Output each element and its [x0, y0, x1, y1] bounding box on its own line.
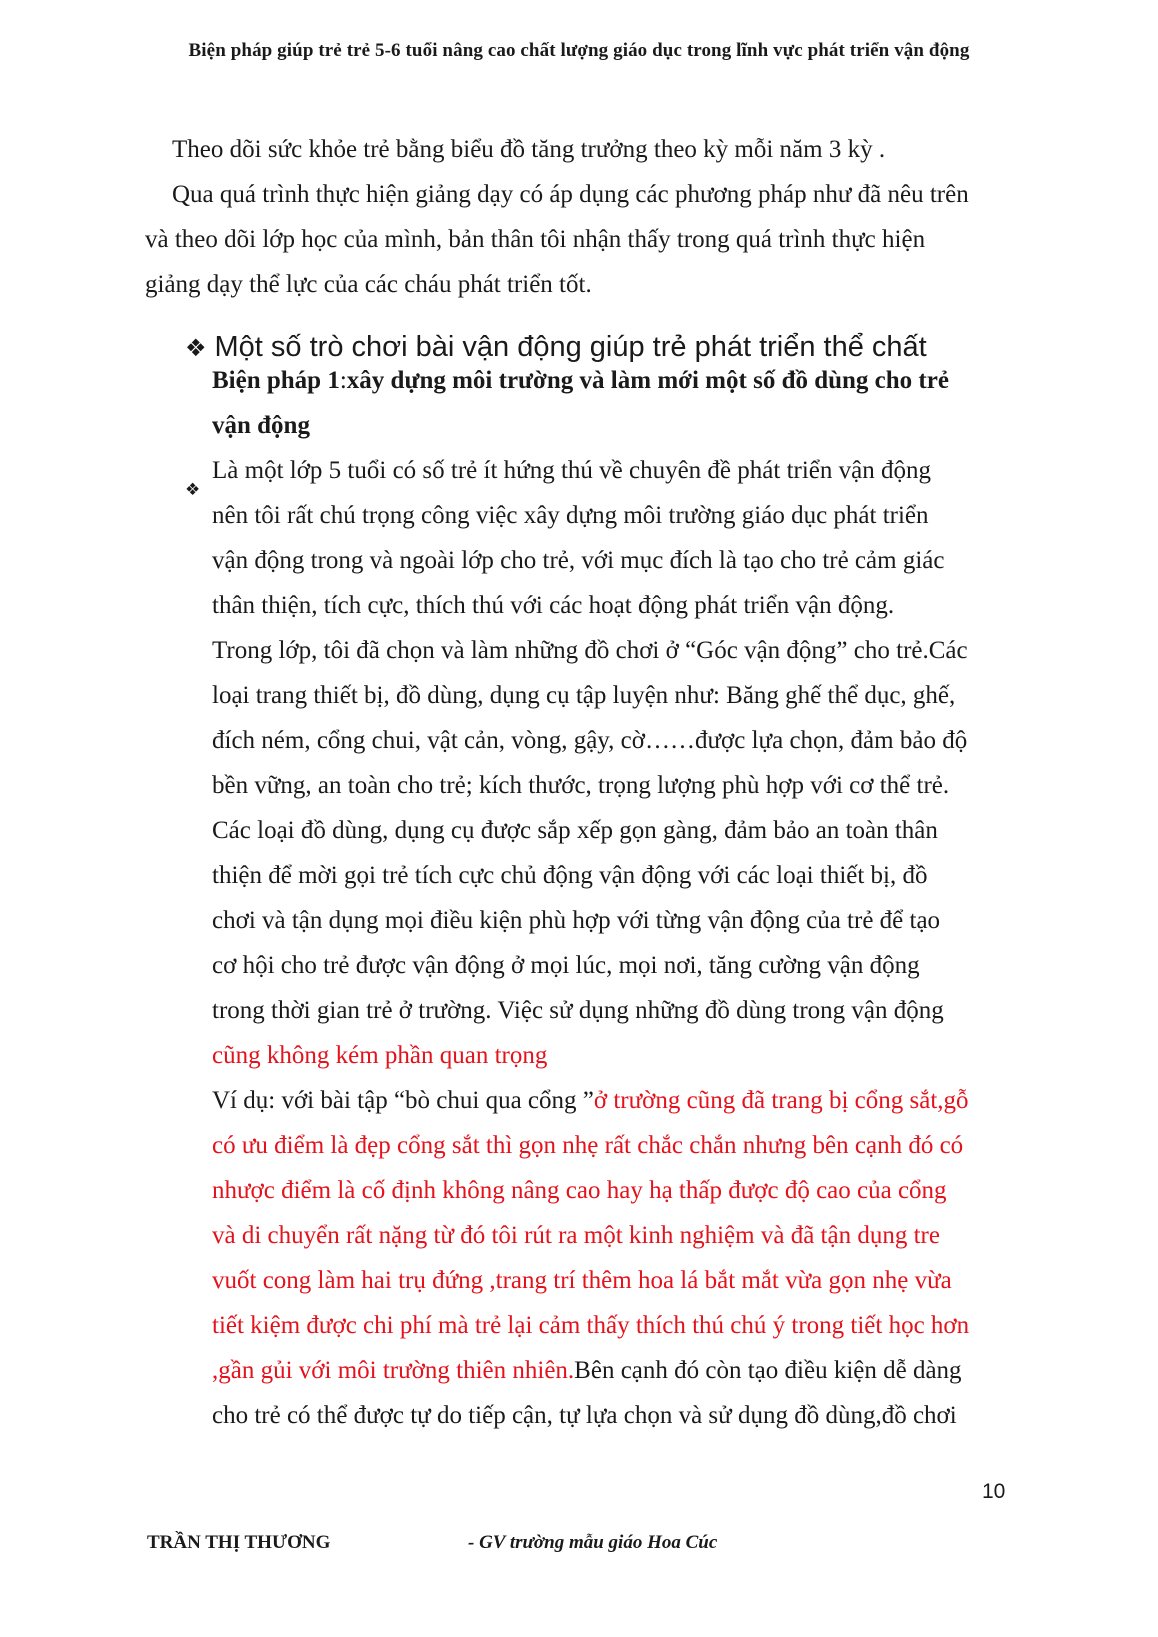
- body-line: đích ném, cổng chui, vật cản, vòng, gậy, cờ……được lựa chọn, đảm bảo độ: [212, 727, 968, 754]
- intro-line-1: Theo dõi sức khỏe trẻ bằng biểu đồ tăng trưởng theo kỳ mỗi năm 3 kỳ .: [172, 136, 886, 163]
- section-heading: [185, 330, 927, 365]
- body-line-highlight: có ưu điểm là đẹp cổng sắt thì gọn nhẹ rất chắc chắn nhưng bên cạnh đó có: [212, 1132, 964, 1159]
- body-text: Ví dụ: với bài tập “bò chui qua cổng ”: [212, 1087, 594, 1114]
- measure-colon: :: [339, 367, 347, 394]
- body-text-highlight: ,gần gủi với môi trường thiên nhiên.: [212, 1357, 575, 1384]
- body-line: loại trang thiết bị, đồ dùng, dụng cụ tập luyện như: Băng ghế thể dục, ghế,: [212, 682, 956, 709]
- body-line: nên tôi rất chú trọng công việc xây dựng môi trường giáo dục phát triển: [212, 502, 929, 529]
- body-line: Trong lớp, tôi đã chọn và làm những đồ chơi ở “Góc vận động” cho trẻ.Các: [212, 637, 968, 664]
- intro-line-3: và theo dõi lớp học của mình, bản thân tôi nhận thấy trong quá trình thực hiện: [145, 226, 926, 253]
- body-line-mixed: [212, 1086, 969, 1116]
- body-line: thiện để mời gọi trẻ tích cực chủ động vận động với các loại thiết bị, đồ: [212, 862, 928, 889]
- diamond-bullet-icon: ❖: [185, 480, 201, 500]
- diamond-bullet-icon: ❖: [185, 334, 207, 362]
- document-header: Biện pháp giúp trẻ trẻ 5-6 tuổi nâng cao chất lượng giáo dục trong lĩnh vực phát triển vận động: [188, 40, 970, 61]
- body-line: vận động trong và ngoài lớp cho trẻ, với mục đích là tạo cho trẻ cảm giác: [212, 547, 945, 574]
- section-heading-text: Một số trò chơi bài vận động giúp trẻ phát triển thể chất: [214, 331, 927, 363]
- body-line-highlight: vuốt cong làm hai trụ đứng ,trang trí thêm hoa lá bắt mắt vừa gọn nhẹ vừa: [212, 1267, 952, 1294]
- body-text-highlight: ở trường cũng đã trang bị cổng sắt,gỗ: [593, 1087, 969, 1114]
- body-line: Các loại đồ dùng, dụng cụ được sắp xếp gọn gàng, đảm bảo an toàn thân: [212, 817, 938, 844]
- footer-school: - GV trường mẫu giáo Hoa Cúc: [468, 1532, 718, 1553]
- body-line-highlight: nhược điểm là cố định không nâng cao hay hạ thấp được độ cao của cổng: [212, 1177, 947, 1204]
- body-line: chơi và tận dụng mọi điều kiện phù hợp với từng vận động của trẻ để tạo: [212, 907, 941, 934]
- body-line: Là một lớp 5 tuổi có số trẻ ít hứng thú về chuyên đề phát triển vận động: [212, 457, 931, 484]
- body-line-highlight: và di chuyển rất nặng từ đó tôi rút ra một kinh nghiệm và đã tận dụng tre: [212, 1222, 940, 1249]
- page-number: 10: [982, 1480, 1006, 1503]
- body-line-highlight: cũng không kém phần quan trọng: [212, 1042, 548, 1069]
- intro-line-2: Qua quá trình thực hiện giảng dạy có áp dụng các phương pháp như đã nêu trên: [172, 181, 969, 208]
- measure-title-line-2: vận động: [212, 412, 310, 439]
- body-line-highlight: tiết kiệm được chi phí mà trẻ lại cảm thấy thích thú chú ý trong tiết học hơn: [212, 1312, 970, 1339]
- intro-line-4: giảng dạy thể lực của các cháu phát triển tốt.: [145, 271, 592, 298]
- body-text: Bên cạnh đó còn tạo điều kiện dễ dàng: [574, 1357, 962, 1384]
- footer-author: TRẦN THỊ THƯƠNG: [147, 1532, 331, 1553]
- measure-title: [212, 366, 949, 396]
- measure-title-line-1: xây dựng môi trường và làm mới một số đồ dùng cho trẻ: [346, 367, 949, 394]
- body-line: thân thiện, tích cực, thích thú với các hoạt động phát triển vận động.: [212, 592, 895, 619]
- body-line: cho trẻ có thể được tự do tiếp cận, tự lựa chọn và sử dụng đồ dùng,đồ chơi: [212, 1402, 957, 1429]
- body-line: cơ hội cho trẻ được vận động ở mọi lúc, mọi nơi, tăng cường vận động: [212, 952, 920, 979]
- body-line: trong thời gian trẻ ở trường. Việc sử dụng những đồ dùng trong vận động: [212, 997, 944, 1024]
- body-line-mixed: [212, 1356, 962, 1386]
- body-line: bền vững, an toàn cho trẻ; kích thước, trọng lượng phù hợp với cơ thể trẻ.: [212, 772, 950, 799]
- measure-label: Biện pháp 1: [212, 367, 340, 394]
